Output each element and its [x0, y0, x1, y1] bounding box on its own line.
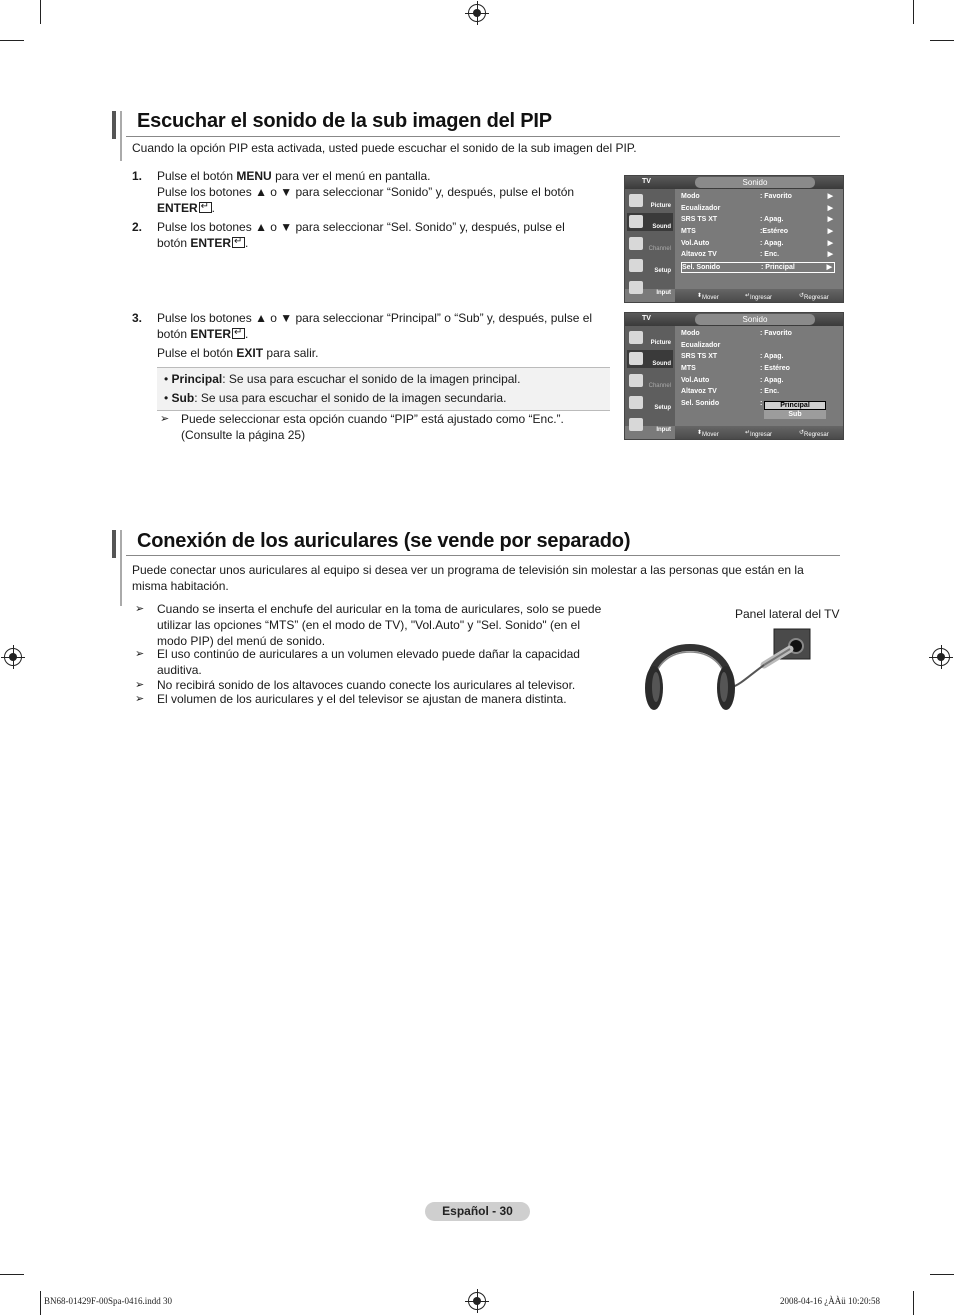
osd-tab-input: Input — [627, 279, 673, 297]
osd-row: Vol.Auto : Apag. ▶ — [681, 240, 833, 247]
step-number: 2. — [132, 220, 143, 234]
osd-row: Altavoz TV : Enc. — [681, 388, 780, 395]
note-text: No recibirá sonido de los altavoces cuando conecte los auriculares al televisor. — [157, 678, 576, 692]
crop-mark — [913, 1291, 914, 1315]
enter-hint: ↵ Ingresar — [745, 293, 773, 301]
osd-header — [625, 313, 843, 326]
osd-row: MTS : Estéreo — [681, 365, 790, 372]
osd-tab-setup: Setup — [627, 257, 673, 275]
osd-row-selected: Sel. Sonido : Principal ▶ — [681, 262, 835, 273]
file-slug: BN68-01429F-00Spa-0416.indd 30 — [44, 1296, 172, 1306]
title-rule — [126, 136, 840, 137]
sound-icon — [629, 352, 643, 365]
osd-row: Ecualizador ▶ — [681, 205, 833, 212]
enter-icon — [232, 237, 245, 248]
osd-row: Modo : Favorito — [681, 330, 792, 337]
osd-row: SRS TS XT : Apag. ▶ — [681, 216, 833, 223]
arrow-right-icon: ▶ — [827, 228, 833, 235]
intro-text: Cuando la opción PIP esta activada, usted puede escuchar el sonido de la sub imagen del PIP. — [132, 141, 637, 155]
step-1-text: Pulse el botón MENU para ver el menú en pantalla. Pulse los botones ▲ o ▼ para seleccionar “Sonido” y, después, pulse el botón ENTER↵ . — [157, 168, 607, 216]
timestamp-slug: 2008-04-16 ¿ÀÀü 10:20:58 — [780, 1296, 880, 1306]
osd-row: MTS :Estéreo ▶ — [681, 228, 833, 235]
osd-tab-channel: Channel — [627, 235, 673, 253]
section-marker — [120, 111, 122, 161]
bullet-principal: • Principal: Se usa para escuchar el sonido de la imagen principal. — [164, 372, 521, 386]
setup-icon — [629, 259, 643, 272]
note-text: El volumen de los auriculares y el del televisor se ajustan de manera distinta. — [157, 692, 567, 706]
crop-mark — [930, 40, 954, 41]
arrow-right-icon: ▶ — [827, 216, 833, 223]
note-arrow-icon: ➢ — [135, 679, 145, 691]
crop-mark — [913, 0, 914, 24]
title-rule — [126, 555, 840, 556]
registration-mark-icon — [468, 1292, 486, 1310]
osd-section-title: Sonido — [695, 314, 815, 325]
osd-sidebar — [625, 326, 675, 433]
osd-row: Ecualizador — [681, 342, 721, 349]
osd-tab-sound: Sound — [627, 350, 673, 368]
registration-mark-icon — [932, 648, 950, 666]
osd-row: Vol.Auto : Apag. — [681, 377, 784, 384]
dropdown-option-sub: Sub — [788, 411, 802, 418]
osd-tab-picture: Picture — [627, 192, 673, 210]
move-hint: ⬍ Mover — [697, 293, 719, 301]
osd-dropdown — [764, 401, 826, 419]
osd-header — [625, 176, 843, 189]
arrow-right-icon: ▶ — [827, 193, 833, 200]
osd-row: Altavoz TV : Enc. ▶ — [681, 251, 833, 258]
crop-mark — [40, 1291, 41, 1315]
osd-sidebar — [625, 189, 675, 296]
intro-text: Puede conectar unos auriculares al equipo si desea ver un programa de televisión sin molestar a las personas que están en la misma habitación. — [132, 563, 804, 593]
section-title: Conexión de los auriculares (se vende por separado) — [137, 530, 631, 552]
note-text: Cuando se inserta el enchufe del auricular en la toma de auriculares, solo se puede utilizar las opciones “MTS” (en el modo de TV), "Vol.Auto" y "Sel. Sonido" (en el modo PIP) del menú de sonido. — [157, 602, 602, 648]
panel-label: Panel lateral del TV — [735, 607, 840, 621]
note-arrow-icon: ➢ — [135, 693, 145, 705]
registration-mark-icon — [4, 648, 22, 666]
page-number-badge: Español - 30 — [425, 1202, 530, 1221]
registration-mark-icon — [468, 4, 486, 22]
enter-hint: ↵ Ingresar — [745, 430, 773, 438]
picture-icon — [629, 194, 643, 207]
dropdown-option-principal: Principal — [764, 401, 826, 410]
osd-footer — [675, 426, 843, 439]
note-arrow-icon: ➢ — [160, 413, 170, 425]
arrow-right-icon: ▶ — [827, 205, 833, 212]
arrow-right-icon: ▶ — [827, 251, 833, 258]
osd-tab-sound: Sound — [627, 213, 673, 231]
note-text: Puede seleccionar esta opción cuando “PIP” está ajustado como “Enc.”. (Consulte la página 25) — [181, 412, 564, 442]
step-number: 1. — [132, 169, 143, 183]
arrow-right-icon: ▶ — [827, 240, 833, 247]
note-arrow-icon: ➢ — [135, 603, 145, 615]
note-arrow-icon: ➢ — [135, 648, 145, 660]
bullet-sub: • Sub: Se usa para escuchar el sonido de la imagen secundaria. — [164, 391, 507, 405]
enter-icon — [199, 202, 212, 213]
move-hint: ⬍ Mover — [697, 430, 719, 438]
return-hint: ↺ Regresar — [799, 293, 829, 301]
osd-row: SRS TS XT : Apag. — [681, 353, 784, 360]
osd-section-title: Sonido — [695, 177, 815, 188]
section-marker — [120, 530, 122, 606]
crop-mark — [930, 1274, 954, 1275]
osd-tab-channel: Channel — [627, 372, 673, 390]
osd-tab-input: Input — [627, 416, 673, 434]
section-marker — [112, 111, 116, 139]
arrow-right-icon: ▶ — [826, 264, 832, 271]
setup-icon — [629, 396, 643, 409]
picture-icon — [629, 331, 643, 344]
sound-icon — [629, 215, 643, 228]
headphones-illustration — [640, 625, 820, 715]
channel-icon — [629, 237, 643, 250]
tv-menu-screenshot — [624, 312, 844, 440]
osd-tab-picture: Picture — [627, 329, 673, 347]
step-number: 3. — [132, 311, 143, 325]
section-marker — [112, 530, 116, 558]
return-hint: ↺ Regresar — [799, 430, 829, 438]
osd-tab-setup: Setup — [627, 394, 673, 412]
osd-row: Sel. Sonido : — [681, 400, 763, 407]
osd-tv-label: TV — [642, 315, 651, 322]
channel-icon — [629, 374, 643, 387]
step-3-text: Pulse los botones ▲ o ▼ para seleccionar “Principal” o “Sub” y, después, pulse el botón ENTER↵ . Pulse el botón EXIT para salir. — [157, 310, 612, 361]
osd-tv-label: TV — [642, 178, 651, 185]
osd-row: Modo : Favorito ▶ — [681, 193, 833, 200]
crop-mark — [0, 1274, 24, 1275]
crop-mark — [40, 0, 41, 24]
note-text: El uso continúo de auriculares a un volumen elevado puede dañar la capacidad auditiva. — [157, 647, 580, 677]
enter-icon — [232, 328, 245, 339]
tv-menu-screenshot — [624, 175, 844, 303]
section-title: Escuchar el sonido de la sub imagen del PIP — [137, 110, 552, 132]
input-icon — [629, 418, 643, 431]
step-2-text: Pulse los botones ▲ o ▼ para seleccionar “Sel. Sonido” y, después, pulse el botón ENTER↵ . — [157, 219, 607, 251]
crop-mark — [0, 40, 24, 41]
osd-footer — [675, 289, 843, 302]
input-icon — [629, 281, 643, 294]
